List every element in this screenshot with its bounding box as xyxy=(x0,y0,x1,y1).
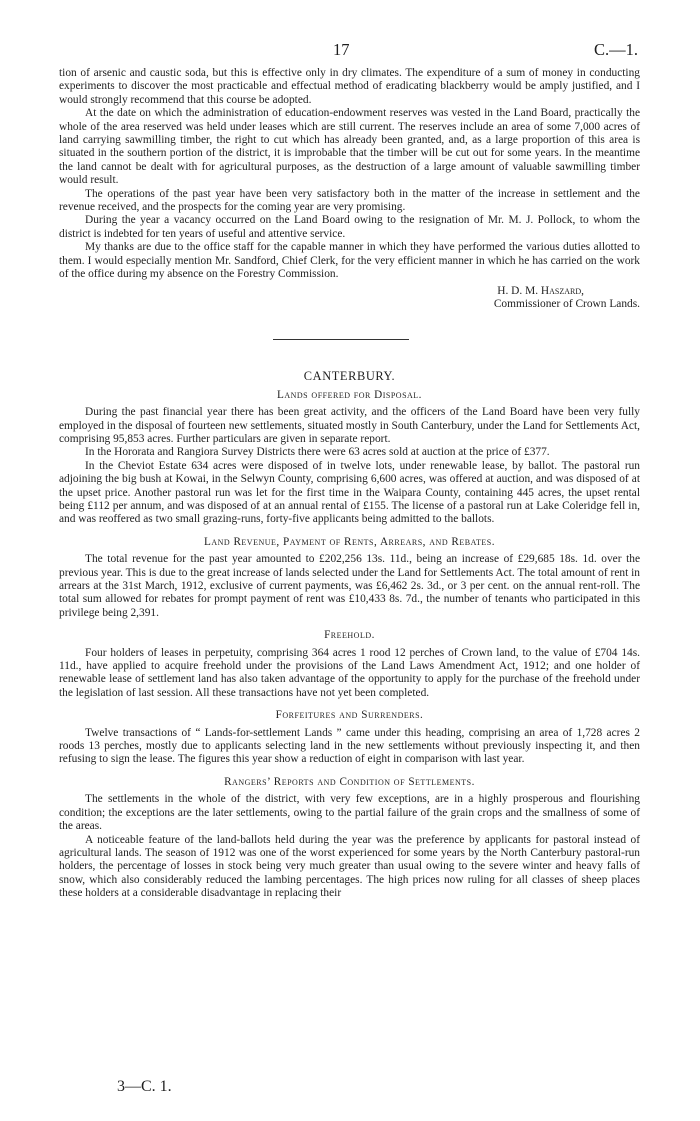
signatory-role: Commissioner of Crown Lands. xyxy=(493,297,640,310)
paragraph: The operations of the past year have been very satisfactory both in the matter of the increase in settlement and the revenue received, and the prospects for the coming year are very promising. xyxy=(59,187,640,214)
paragraph: tion of arsenic and caustic soda, but this is effective only in dry climates. The expenditure of a sum of money in conducting experiments to discover the most practicable and effectual method of eradicating blackberry would be amply justified, and I would strongly recommend that this course be adopted. xyxy=(59,67,640,106)
subheading: Forfeitures and Surrenders. xyxy=(275,709,424,722)
subheading: Rangers’ Reports and Condition of Settlements. xyxy=(224,775,475,788)
paragraph: In the Cheviot Estate 634 acres were disposed of in twelve lots, under renewable lease, by ballot. The pastoral run adjoining the big bush at Kowai, in the Selwyn County, comprising 6,600 acres, was offered at auction, and was disposed of at the upset price. Another pastoral run was let for the first time in the Waipara County, containing 445 acres, the upset rental being £112 per annum, and was disposed of at an annual rental of £155. The license of a pastoral run at Lake Coleridge fell in, and was reoffered as two small grazing-runs, forty-five applicants being admitted to the ballots. xyxy=(59,459,640,526)
paragraph: The settlements in the whole of the district, with very few exceptions, are in a highly prosperous and flourishing condition; the exceptions are the later settlements, owing to the partial failure of the grain crops and the smallness of some of the areas. xyxy=(59,793,640,833)
paragraph: My thanks are due to the office staff for the capable manner in which they have performed the various duties allotted to them. I would especially mention Mr. Sandford, Chief Clerk, for the very efficient manner in which he has carried on the work of the office during my absence on the Forestry Commission. xyxy=(59,241,640,281)
subheading: Freehold. xyxy=(324,629,375,642)
subheading: Lands offered for Disposal. xyxy=(277,388,422,401)
signatory-name: H. D. M. Haszard, xyxy=(497,284,584,297)
document-code: C.—1. xyxy=(594,40,639,59)
paragraph: Twelve transactions of “ Lands-for-settlement Lands ” came under this heading, comprising an area of 1,728 acres 2 roods 13 perches, mostly due to applicants selecting land in the new settlements without previously inspecting it, and then refusing to sign the lease. The figures this year show a reduction of eight in comparison with last year. xyxy=(59,726,640,766)
paragraph: In the Hororata and Rangiora Survey Districts there were 63 acres sold at auction at the price of £377. xyxy=(85,446,550,459)
page-header xyxy=(0,40,700,60)
signature-block xyxy=(59,285,640,312)
paragraph: During the past financial year there has been great activity, and the officers of the Land Board have been very fully employed in the disposal of fourteen new settlements, situated mostly in South Canterbury, under the Land for Settlements Act, comprising 95,853 acres. Further particulars are given in separate report. xyxy=(59,406,640,445)
paragraph: The total revenue for the past year amounted to £202,256 13s. 11d., being an increase of £29,685 18s. 1d. over the previous year. This is due to the great increase of lands selected under the Land for Settlements Act. The total amount of rent in arrears at the 31st March, 1912, exclusive of current payments, was £6,462 2s. 3d., or 3 per cent. on the annual rent-roll. The total sum allowed for rebates for prompt payment of rent was £10,433 8s. 7d., the number of tenants who participated in this privilege being 2,391. xyxy=(59,553,640,619)
section-title: CANTERBURY. xyxy=(303,369,396,384)
paragraph: A noticeable feature of the land-ballots held during the year was the preference by applicants for pastoral instead of agricultural lands. The season of 1912 was one of the worst experienced for some years by the North Canterbury pastoral-run holders, the percentage of losses in stock being very much greater than usual owing to the severe winter and heavy falls of snow, which also considerably reduced the lambing percentages. The high prices now ruling for all classes of sheep places these holders at a considerable disadvantage in replacing their xyxy=(59,833,640,900)
signature-mark: 3—C. 1. xyxy=(117,1078,172,1095)
section-divider xyxy=(273,339,409,340)
paragraph: Four holders of leases in perpetuity, comprising 364 acres 1 rood 12 perches of Crown land, to the value of £704 14s. 11d., have applied to acquire freehold under the provisions of the Land Laws Amendment Act, 1912; and one holder of renewable lease of settlement land has also taken advantage of the opportunity to apply for the purchase of the freehold under the legislation of last session. All these transactions have not yet been completed. xyxy=(59,646,640,699)
page-body xyxy=(59,67,640,901)
page-number: 17 xyxy=(333,40,350,59)
paragraph: At the date on which the administration of education-endowment reserves was vested in the Land Board, practically the whole of the area reserved was held under leases which are still current. The reserves include an area of some 7,000 acres of land carrying sawmilling timber, the right to cut which has already been granted, and, as a large proportion of this area is situated in the southern portion of the district, it is improbable that the timber will be cut out for some years. In the meantime the land cannot be dealt with for agricultural purposes, as the destruction of a large amount of valuable sawmilling timber would result. xyxy=(59,107,640,187)
subheading: Land Revenue, Payment of Rents, Arrears, and Rebates. xyxy=(204,535,495,548)
paragraph: During the year a vacancy occurred on the Land Board owing to the resignation of Mr. M. J. Pollock, to whom the district is indebted for ten years of useful and attentive service. xyxy=(59,214,640,240)
